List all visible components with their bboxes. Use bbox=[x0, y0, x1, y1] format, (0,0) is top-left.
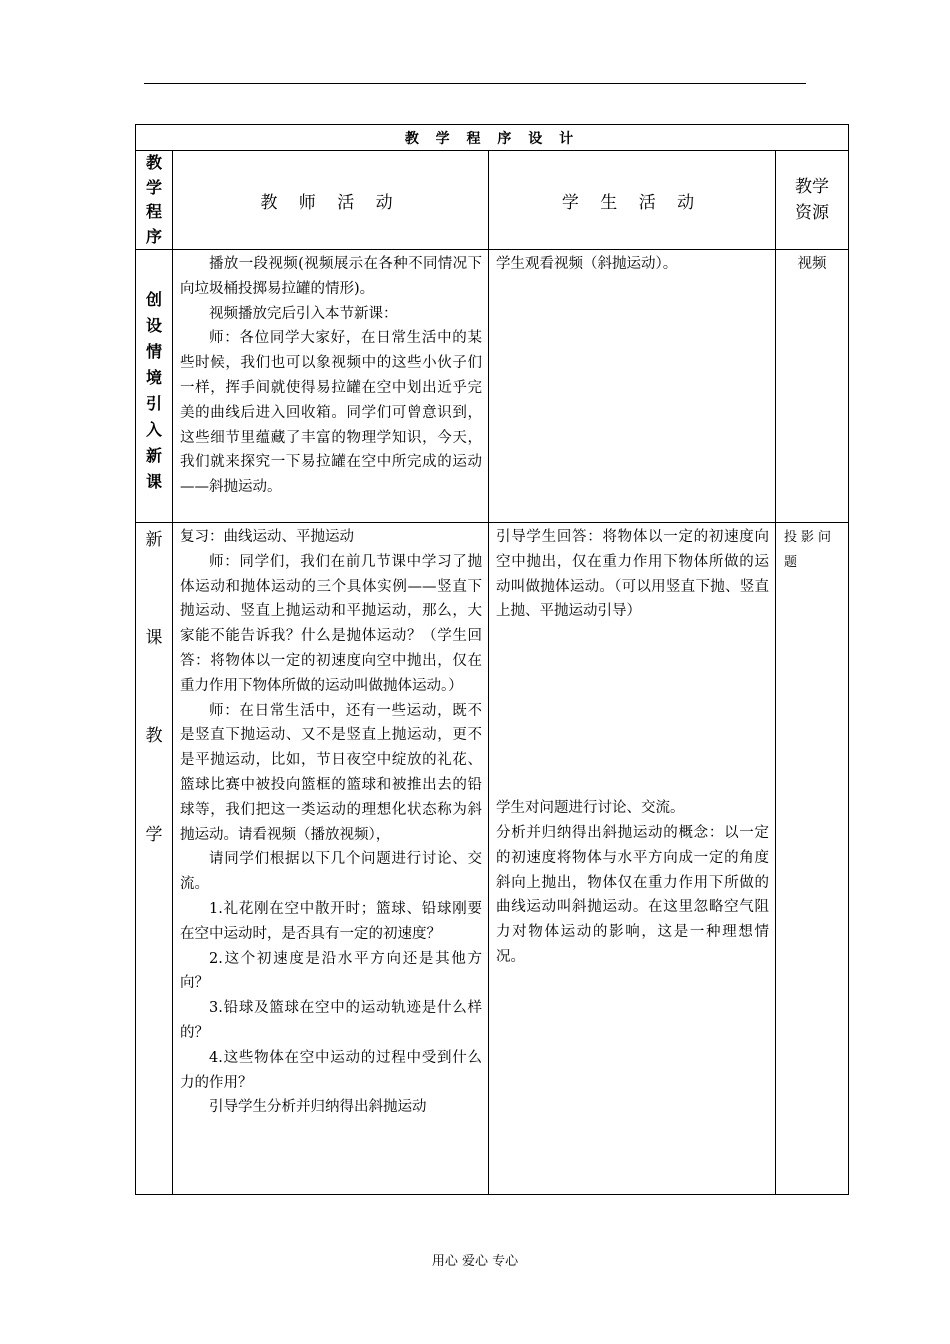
lesson-teacher-activity bbox=[173, 523, 489, 1195]
paragraph: 视频播放完后引入本节新课： bbox=[209, 305, 398, 322]
header-resource-line: 资源 bbox=[795, 203, 829, 223]
stage-char: 入 bbox=[145, 420, 162, 439]
stage-intro bbox=[136, 250, 173, 523]
paragraph: 复习：曲线运动、平抛运动 bbox=[180, 529, 354, 545]
header-rule bbox=[144, 83, 806, 84]
intro-teacher-activity bbox=[173, 250, 489, 523]
paragraph: 引导学生回答：将物体以一定的初速度向空中抛出，仅在重力作用下物体所做的运动叫做抛体运动。（可以用竖直下抛、竖直上抛、平抛运动引导） bbox=[496, 529, 769, 620]
header-procedure bbox=[136, 151, 173, 250]
stage-char: 课 bbox=[145, 628, 163, 648]
intro-resource: 视频 bbox=[776, 250, 849, 523]
stage-char: 引 bbox=[145, 394, 162, 413]
paragraph: 师：同学们，我们在前几节课中学习了抛体运动和抛体运动的三个具体实例——竖直下抛运动、竖直上抛运动和平抛运动，那么，大家能不能告诉我？什么是抛体运动？（学生回答：将物体以一定的初速度向空中抛出，仅在重力作用下物体所做的运动叫做抛体运动。） bbox=[180, 553, 482, 694]
paragraph: 引导学生分析并归纳得出斜抛运动 bbox=[209, 1099, 427, 1116]
paragraph: 师：在日常生活中，还有一些运动，既不是竖直下抛运动、又不是竖直上抛运动，更不是平抛运动，比如，节日夜空中绽放的礼花、篮球比赛中被投向篮框的篮球和被推出去的铅球等，我们把这一类运动的理想化状态称为斜抛运动。请看视频（播放视频）， bbox=[180, 702, 482, 843]
header-procedure-char: 教 bbox=[145, 153, 162, 172]
stage-char: 课 bbox=[145, 472, 162, 491]
teaching-procedure-table bbox=[135, 124, 849, 1195]
header-procedure-char: 程 bbox=[145, 202, 162, 221]
stage-char: 创 bbox=[145, 290, 162, 309]
question-item: 4.这些物体在空中运动的过程中受到什么力的作用？ bbox=[180, 1049, 482, 1091]
page-footer: 用心 爱心 专心 bbox=[431, 1254, 519, 1269]
stage-char: 新 bbox=[145, 530, 163, 550]
stage-char: 设 bbox=[145, 316, 162, 335]
paragraph: 学生对问题进行讨论、交流。 bbox=[496, 800, 685, 817]
table-title: 教 学 程 序 设 计 bbox=[136, 125, 849, 151]
stage-char: 学 bbox=[145, 825, 163, 845]
lesson-resource: 投影问题 bbox=[776, 523, 849, 1195]
header-teacher-activity: 教 师 活 动 bbox=[173, 151, 489, 250]
stage-char: 新 bbox=[145, 446, 162, 465]
header-resource bbox=[776, 151, 849, 250]
header-procedure-char: 学 bbox=[145, 177, 162, 197]
stage-char: 情 bbox=[145, 342, 162, 361]
paragraph: 请同学们根据以下几个问题进行讨论、交流。 bbox=[180, 851, 482, 893]
paragraph: 师：各位同学大家好，在日常生活中的某些时候，我们也可以象视频中的这些小伙子们一样，挥手间就使得易拉罐在空中划出近乎完美的曲线后进入回收箱。同学们可曾意识到，这些细节里蕴藏了丰富的物理学知识，今天，我们就来探究一下易拉罐在空中所完成的运动——斜抛运动。 bbox=[180, 330, 482, 496]
stage-char: 教 bbox=[145, 726, 163, 746]
stage-new-lesson bbox=[136, 523, 173, 1195]
header-resource-line: 教学 bbox=[795, 177, 829, 197]
paragraph: 学生观看视频（斜抛运动）。 bbox=[496, 256, 678, 272]
intro-student-activity bbox=[489, 250, 776, 523]
stage-char: 境 bbox=[145, 368, 162, 387]
lesson-student-activity bbox=[489, 523, 776, 1195]
question-item: 3.铅球及篮球在空中的运动轨迹是什么样的？ bbox=[180, 1000, 482, 1041]
question-item: 1.礼花刚在空中散开时；篮球、铅球刚要在空中运动时，是否具有一定的初速度？ bbox=[180, 900, 482, 942]
paragraph: 播放一段视频(视频展示在各种不同情况下向垃圾桶投掷易拉罐的情形)。 bbox=[180, 256, 482, 297]
header-student-activity: 学 生 活 动 bbox=[489, 151, 776, 250]
question-item: 2.这个初速度是沿水平方向还是其他方向？ bbox=[180, 950, 482, 992]
header-procedure-char: 序 bbox=[145, 226, 162, 246]
paragraph: 分析并归纳得出斜抛运动的概念：以一定的初速度将物体与水平方向成一定的角度斜向上抛出，物体仅在重力作用下所做的曲线运动叫斜抛运动。在这里忽略空气阻力对物体运动的影响，这是一种理想情况。 bbox=[496, 824, 769, 965]
